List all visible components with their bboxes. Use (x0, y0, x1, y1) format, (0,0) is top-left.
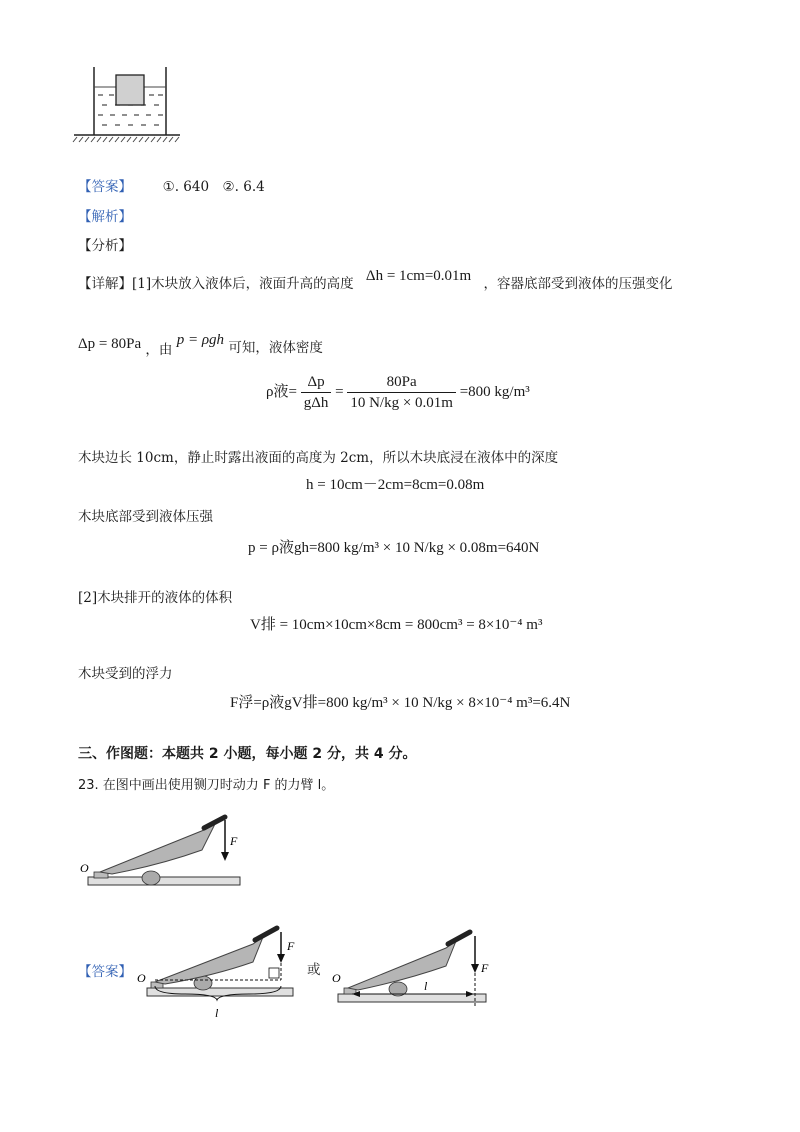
delta-h-expression: Δh = 1cm=0.01m (365, 268, 472, 284)
answer-tag: 【答案】 (78, 179, 132, 195)
pivot-label-a2: O (332, 971, 341, 985)
guillotine-figure (80, 810, 250, 895)
answer2-tag: 【答案】 (78, 964, 132, 980)
pressure-equation: p = ρ液gh=800 kg/m³ × 10 N/kg × 0.08m=640N (248, 540, 540, 556)
volume-equation: V排 = 10cm×10cm×8cm = 800cm³ = 8×10⁻⁴ m³ (250, 617, 543, 633)
detail-line-6: 木块受到的浮力 (78, 666, 173, 682)
force-label-a2: F (481, 961, 489, 975)
pivot-label: O (80, 861, 89, 875)
delta-p-expression: Δp = 80Pa (78, 336, 142, 352)
pressure-formula: p = ρgh (176, 332, 225, 348)
detail-text-2a: ，由 (145, 342, 173, 358)
answer-figure-2 (330, 920, 495, 1020)
frac1-num: Δp (301, 372, 332, 393)
frac1-den: gΔh (303, 395, 329, 411)
density-left: ρ液= (266, 383, 297, 400)
density-equation: ρ液= $\frac{\Delta p}{\text{gΔh}}$ = $\frac{80Pa}{10 N/kg \times 0.01m}$ =800 kg/m³ (266, 374, 530, 411)
detail-text-2b: 可知，液体密度 (228, 340, 323, 356)
analysis-tag: 【解析】 (78, 209, 132, 225)
breakdown-tag: 【分析】 (78, 238, 132, 254)
answer-line-1 (78, 178, 265, 196)
or-connector: 或 (307, 962, 321, 978)
arm-label-a2: l (424, 979, 428, 993)
answer-values: ①. 640 ②. 6.4 (162, 179, 265, 195)
container-figure (72, 65, 182, 145)
detail-line-2 (78, 332, 323, 358)
frac2-num: 80Pa (347, 372, 456, 393)
answer-line-2 (78, 963, 132, 981)
detail-line-5: [2]木块排开的液体的体积 (78, 590, 233, 606)
depth-equation: h = 10cm－2cm=8cm=0.08m (306, 477, 485, 493)
detail-text-1a: [1]木块放入液体后，液面升高的高度 (132, 276, 354, 292)
pivot-label-a1: O (137, 971, 146, 985)
section-heading: 三、作图题：本题共 2 小题，每小题 2 分，共 4 分。 (78, 746, 417, 762)
question-23: 23. 在图中画出使用铡刀时动力 F 的力臂 l。 (78, 778, 335, 793)
detail-tag: 【详解】 (78, 276, 132, 292)
frac2-den: 10 N/kg × 0.01m (350, 395, 453, 411)
answer-figure-1 (135, 920, 300, 1020)
detail-line-4: 木块底部受到液体压强 (78, 509, 213, 525)
density-result: =800 kg/m³ (459, 383, 530, 400)
force-label: F (230, 834, 238, 848)
detail-line-1 (78, 268, 673, 293)
detail-line-3: 木块边长 10cm，静止时露出液面的高度为 2cm，所以木块底浸在液体中的深度 (78, 450, 559, 466)
force-label-a1: F (287, 939, 295, 953)
detail-text-1b: ，容器底部受到液体的压强变化 (483, 276, 673, 292)
buoyancy-equation: F浮=ρ液gV排=800 kg/m³ × 10 N/kg × 8×10⁻⁴ m³=6.4N (230, 695, 571, 711)
arm-label-a1: l (215, 1006, 219, 1020)
